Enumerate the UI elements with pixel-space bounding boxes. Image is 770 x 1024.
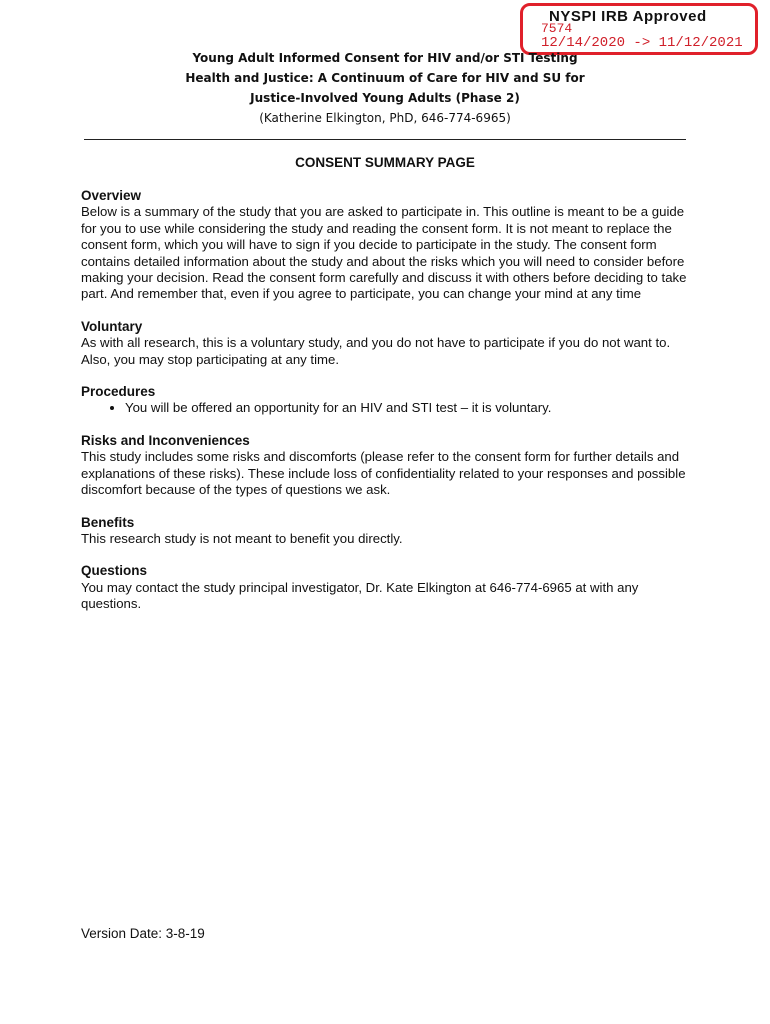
version-date: Version Date: 3-8-19 <box>81 926 205 941</box>
document-header <box>0 48 770 128</box>
section-body: This study includes some risks and discomforts (please refer to the consent form for further details and explanations of these risks). These include loss of confidentiality related to your responses and possible discomfort because of the types of questions we ask. <box>81 449 686 498</box>
header-title-line3: Justice-Involved Young Adults (Phase 2) <box>250 91 520 105</box>
section-voluntary <box>81 319 696 368</box>
section-heading: Procedures <box>81 384 156 400</box>
section-heading: Risks and Inconveniences <box>81 432 250 448</box>
section-body: As with all research, this is a voluntary study, and you do not have to participate if you do not want to. Also, you may stop participating at any time. <box>81 335 671 367</box>
header-title-line1: Young Adult Informed Consent for HIV and/or STI Testing <box>192 51 578 65</box>
section-risks <box>81 433 696 499</box>
section-heading: Benefits <box>81 514 135 530</box>
section-benefits <box>81 515 696 548</box>
summary-content <box>81 188 696 629</box>
summary-title: CONSENT SUMMARY PAGE <box>295 155 475 170</box>
stamp-title: NYSPI IRB Approved <box>549 8 707 25</box>
section-heading: Overview <box>81 188 142 203</box>
stamp-number: 7574 <box>541 21 573 36</box>
section-body: You may contact the study principal investigator, Dr. Kate Elkington at 646-774-6965 at with any questions. <box>81 579 639 612</box>
section-overview <box>81 188 696 303</box>
list-item: • You will be offered an opportunity for an HIV and STI test – it is voluntary. <box>125 400 696 416</box>
section-questions <box>81 563 696 612</box>
header-investigator: (Katherine Elkington, PhD, 646-774-6965) <box>259 111 511 125</box>
section-heading: Voluntary <box>81 318 143 334</box>
section-body: Below is a summary of the study that you are asked to participate in. This outline is meant to be a guide for you to use while considering the study and reading the consent form. It is not meant to replace the consent form, which you will have to sign if you decide to participate in the study. The consent form contains detailed information about the study and about the risks which you will need to consider before making your decision. Read the consent form carefully and discuss it with others before deciding to take part. And remember that, even if you agree to participate, you can change your mind at any time <box>81 204 687 302</box>
section-body: This research study is not meant to benefit you directly. <box>81 530 403 546</box>
section-procedures <box>81 384 696 417</box>
procedures-list <box>81 400 696 416</box>
header-title-line2: Health and Justice: A Continuum of Care for HIV and SU for <box>185 71 585 85</box>
header-divider <box>84 139 686 140</box>
stamp-dates: 12/14/2020 -> 11/12/2021 <box>541 35 743 51</box>
section-heading: Questions <box>81 563 148 579</box>
